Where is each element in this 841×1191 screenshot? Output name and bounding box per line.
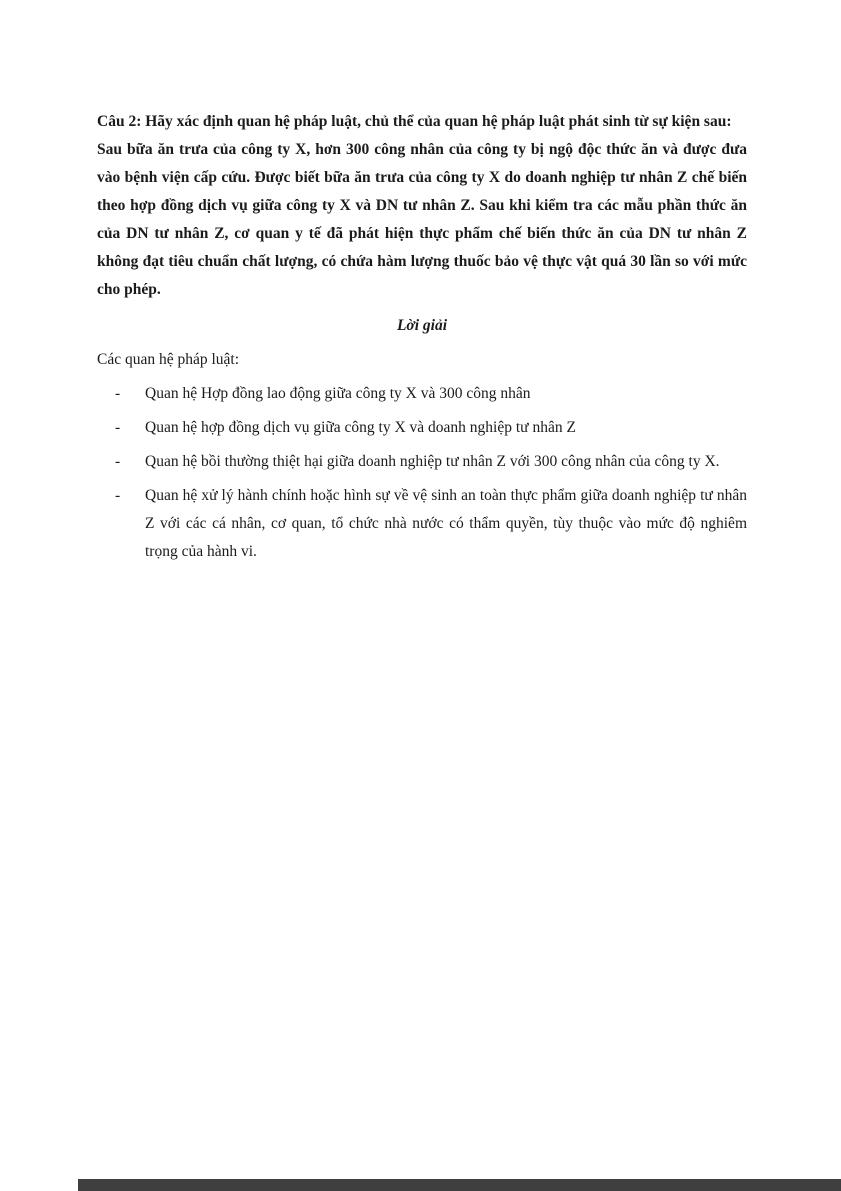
question-heading: Câu 2: Hãy xác định quan hệ pháp luật, chủ thể của quan hệ pháp luật phát sinh từ sự kiện sau: [97, 113, 732, 130]
list-dash-marker: - [115, 487, 121, 504]
question-body: Sau bữa ăn trưa của công ty X, hơn 300 công nhân của công ty bị ngộ độc thức ăn và được đưa vào bệnh viện cấp cứu. Được biết bữa ăn trưa của công ty X do doanh nghiệp tư nhân Z chế biến theo hợp đồng dịch vụ giữa công ty X và DN tư nhân Z. Sau khi kiểm tra các mẫu phần thức ăn của DN tư nhân Z, cơ quan y tế đã phát hiện thực phẩm chế biến thức ăn của DN tư nhân Z không đạt tiêu chuẩn chất lượng, có chứa hàm lượng thuốc bảo vệ thực vật quá 30 lần so với mức cho phép. [97, 141, 747, 298]
solution-list [97, 380, 747, 566]
list-item [115, 448, 747, 476]
solution-intro: Các quan hệ pháp luật: [97, 351, 240, 368]
list-dash-marker: - [115, 419, 121, 436]
page-bottom-edge-bar [78, 1179, 841, 1191]
solution-title: Lời giải [396, 317, 448, 334]
list-item [115, 380, 747, 408]
list-dash-marker: - [115, 385, 121, 402]
list-item-text: Quan hệ bồi thường thiệt hại giữa doanh nghiệp tư nhân Z với 300 công nhân của công ty X. [145, 453, 720, 470]
list-item-text: Quan hệ Hợp đồng lao động giữa công ty X và 300 công nhân [145, 385, 531, 402]
list-item-text: Quan hệ xử lý hành chính hoặc hình sự về vệ sinh an toàn thực phẩm giữa doanh nghiệp tư nhân Z với các cá nhân, cơ quan, tổ chức nhà nước có thẩm quyền, tùy thuộc vào mức độ nghiêm trọng của hành vi. [145, 487, 747, 560]
list-item-text: Quan hệ hợp đồng dịch vụ giữa công ty X và doanh nghiệp tư nhân Z [145, 419, 576, 436]
document-content [97, 108, 747, 572]
list-item [115, 482, 747, 566]
list-item [115, 414, 747, 442]
list-dash-marker: - [115, 453, 121, 470]
